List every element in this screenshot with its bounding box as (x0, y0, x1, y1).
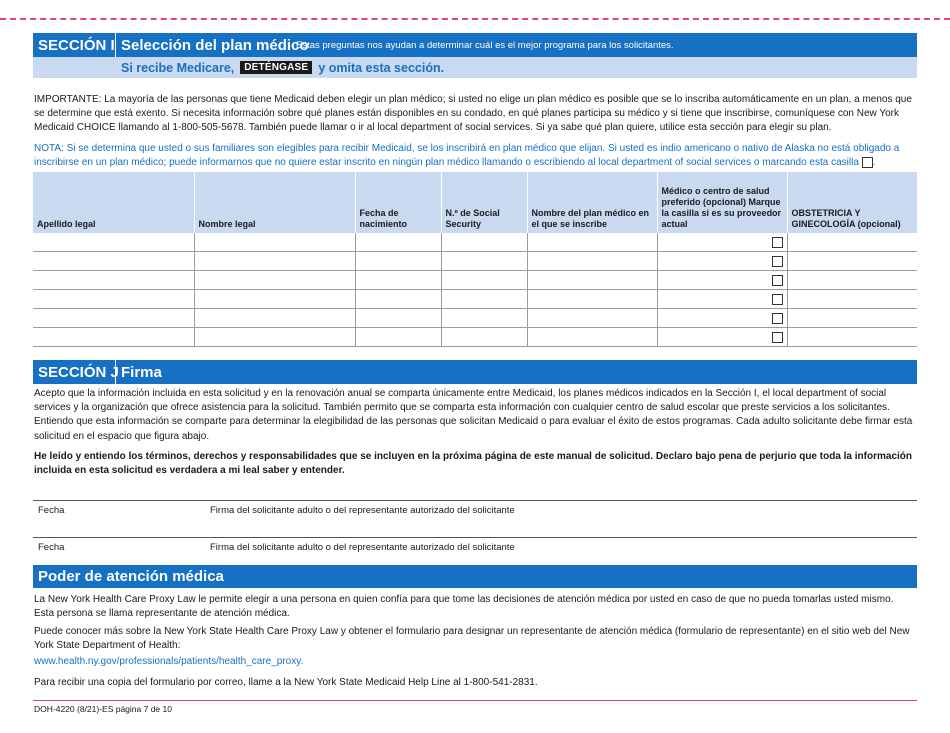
cut-line (0, 18, 950, 20)
proxy-line-1: La New York Health Care Proxy Law le permite elegir a una persona en quien confía para que tome las decisiones de atención médica por usted en caso de que no pueda tomarlas usted mismo. Esta persona se llama representante de atención médica. (34, 594, 894, 620)
table-row (33, 233, 917, 252)
table-row (33, 271, 917, 290)
important-text: IMPORTANTE: La mayoría de las personas que tiene Medicaid deben elegir un plan médico; si usted no elige un plan médico es posible que se lo inscriba automáticamente en un plan, a menos que se determine que está exento. Si necesita información sobre qué planes están disponibles en su condado, en qué planes participa su médico y si tiene que inscribirse, comuníquese con New York Medicaid CHOICE llamando al 1-800-505-5678. También puede llamar o ir al local department of social services. Si ya sabe qué plan quiere, utilice esta sección para elegir su plan. (34, 94, 912, 134)
table-row (33, 252, 917, 271)
signature-line-2[interactable] (33, 537, 917, 538)
proxy-link[interactable]: www.health.ny.gov/professionals/patients/health_care_proxy. (34, 656, 304, 667)
section-i-title: Selección del plan médico (121, 36, 309, 54)
note-text: NOTA: Si se determina que usted o sus familiares son elegibles para recibir Medicaid, se los inscribirá en plan médico que elijan. Si usted es indio americano o nativo de Alaska no está obligado a inscribirse en un plan médico; puede informarnos que no quiere estar inscrito en ningún plan médico llamando o escribiendo al local department of social services o marcando esta casilla . (34, 143, 900, 169)
proxy-line-2: Puede conocer más sobre la New York State Health Care Proxy Law y obtener el formulario para designar un representante de atención médica (formulario de representante) en el sitio web del New York State Department of Health: (34, 626, 910, 652)
col-plan-name: Nombre del plan médico en el que se inscribe (527, 172, 657, 233)
section-j-title: Firma (121, 363, 162, 381)
signature-label-1: Firma del solicitante adulto o del representante autorizado del solicitante (210, 505, 515, 516)
table-row (33, 309, 917, 328)
provider-checkbox[interactable] (772, 294, 783, 305)
section-i-header (33, 33, 917, 57)
signature-line-1[interactable] (33, 500, 917, 501)
col-ssn: N.º de Social Security (441, 172, 527, 233)
provider-checkbox[interactable] (772, 313, 783, 324)
section-i-tag: SECCIÓN I (38, 36, 115, 54)
provider-checkbox[interactable] (772, 256, 783, 267)
opt-out-checkbox[interactable] (862, 157, 873, 168)
form-footer: DOH-4220 (8/21)-ES página 7 de 10 (34, 704, 172, 714)
col-provider: Médico o centro de salud preferido (opcional) Marque la casilla si es su proveedor actual (657, 172, 787, 233)
col-birth-date: Fecha de nacimiento (355, 172, 441, 233)
declaration-text: He leído y entiendo los términos, derechos y responsabilidades que se incluyen en la próxima página de este manual de solicitud. Declaro bajo pena de perjurio que toda la información incluida en esta solicitud es verdadera a mi leal saber y entender. (34, 451, 912, 477)
section-j-tag: SECCIÓN J (38, 363, 119, 381)
date-label-2: Fecha (38, 542, 65, 553)
section-j-header (33, 360, 917, 384)
proxy-header (33, 565, 917, 588)
proxy-title: Poder de atención médica (38, 568, 224, 585)
table-row (33, 328, 917, 347)
provider-checkbox[interactable] (772, 237, 783, 248)
signature-label-2: Firma del solicitante adulto o del representante autorizado del solicitante (210, 542, 515, 553)
header-divider (115, 33, 116, 57)
footer-divider (33, 700, 917, 701)
medicare-suffix: y omita esta sección. (318, 60, 445, 75)
date-label-1: Fecha (38, 505, 65, 516)
proxy-line-3: Para recibir una copia del formulario por correo, llame a la New York State Medicaid Help Line al 1-800-541-2831. (34, 677, 538, 688)
medicare-prefix: Si recibe Medicare, (121, 60, 235, 75)
plan-selection-table (33, 172, 917, 347)
provider-checkbox[interactable] (772, 275, 783, 286)
col-last-name: Apellido legal (33, 172, 194, 233)
stop-badge: DETÉNGASE (240, 61, 312, 74)
header-divider (115, 360, 116, 384)
col-obgyn: OBSTETRICIA Y GINECOLOGÍA (opcional) (787, 172, 917, 233)
consent-text: Acepto que la información incluida en esta solicitud y en la renovación anual se comparta únicamente entre Medicaid, los planes médicos indicados en la Sección I, el local department of social services y la organización que ofrece asistencia para la solicitud. También permito que se comparta esta información con cualquier centro de salud escolar que preste servicios a los solicitantes. Entiendo que esta información se comparte para determinar la elegibilidad de las personas que solicitan Medicaid o para evaluar el éxito de estos programas. Cada adulto solicitante debe firmar esta solicitud en el espacio que figura abajo. (34, 388, 913, 442)
table-row (33, 290, 917, 309)
section-i-description: Estas preguntas nos ayudan a determinar cuál es el mejor programa para los solicitantes. (296, 39, 674, 51)
medicare-notice (33, 57, 917, 78)
provider-checkbox[interactable] (772, 332, 783, 343)
note-body: NOTA: Si se determina que usted o sus familiares son elegibles para recibir Medicaid, se los inscribirá en plan médico que elijan. Si usted es indio americano o nativo de Alaska no está obligado a inscribirse en un plan médico; puede informarnos que no quiere estar inscrito en ningún plan médico llamando o escribiendo al local department of social services o marcando esta casilla (34, 143, 900, 169)
col-first-name: Nombre legal (194, 172, 355, 233)
